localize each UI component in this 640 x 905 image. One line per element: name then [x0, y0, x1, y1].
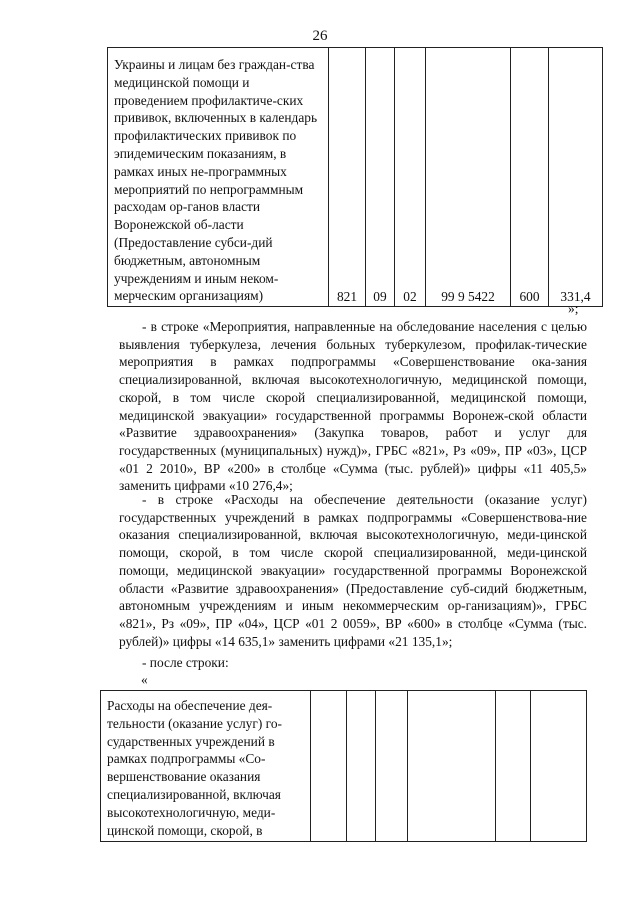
vr-cell — [496, 691, 531, 842]
table-row — [108, 48, 603, 307]
amendment-paragraph-1 — [119, 318, 587, 495]
csr-cell — [408, 691, 496, 842]
grbs-cell: 821 — [329, 48, 366, 307]
row-description: Расходы на обеспечение дея-тельности (оказание услуг) го-сударственных учреждений в рамках подпрограммы «Со-вершенствование оказания специализированной, включая высокотехнологичную, меди-цинской помощи, скорой, в — [101, 691, 311, 842]
budget-table-top — [107, 47, 603, 307]
csr-cell: 99 9 5422 — [426, 48, 511, 307]
opening-quote: « — [141, 672, 148, 687]
pr-cell — [376, 691, 408, 842]
page-number: 26 — [312, 28, 328, 44]
paragraph-text: - после строки: — [142, 655, 229, 670]
paragraph-text: - в строке «Мероприятия, направленные на обследование населения с целью выявления туберкулеза, лечения больных туберкулезом, профилак-тические мероприятия в рамках подпрограммы «Совершенствование ока-зания специализированной, включая высокотехнологичную, медицинской помощи, скорой, в том числе скорой специализированной, медицинской помощи, медицинской эвакуации» государственной программы Воронеж-ской области «Развитие здравоохранения» (Закупка товаров, работ и услуг для государственных (муниципальных) нужд)», ГРБС «821», Рз «09», ПР «03», ЦСР «01 2 2010», ВР «200» в столбце «Сумма (тыс. рублей)» цифры «11 405,5» заменить цифрами «10 276,4»; — [119, 319, 587, 494]
grbs-cell — [311, 691, 347, 842]
page-bottom-edge — [0, 884, 640, 905]
paragraph-text: - в строке «Расходы на обеспечение деятельности (оказание услуг) государственных учреждений в рамках подпрограммы «Совершенствова-ние оказания специализированной, включая высокотехнологичную, меди-цинской помощи, скорой, в том числе скорой специализированной, меди-цинской помощи, медицинской эвакуации» государственной программы Воронежской области «Развитие здравоохранения» (Предоставление суб-сидий бюджетным, автономным учреждениям и иным некоммерческим ор-ганизациям)», ГРБС «821», Рз «09», ПР «04», ЦСР «01 2 0059», ВР «600» в столбце «Сумма (тыс. рублей)» цифры «14 635,1» заменить цифрами «21 135,1»; — [119, 492, 587, 649]
rz-cell — [347, 691, 376, 842]
table-row — [101, 691, 587, 842]
sum-cell — [531, 691, 587, 842]
budget-table-bottom — [100, 690, 587, 842]
sum-cell: 331,4 — [549, 48, 603, 307]
closing-quote: »; — [568, 301, 579, 316]
amendment-paragraph-3 — [119, 654, 587, 672]
amendment-paragraph-2 — [119, 491, 587, 650]
pr-cell: 02 — [395, 48, 426, 307]
rz-cell: 09 — [366, 48, 395, 307]
vr-cell: 600 — [511, 48, 549, 307]
row-description: Украины и лицам без граждан-ства медицинской помощи и проведением профилактиче-ских прививок, включенных в календарь профилактических прививок по эпидемическим показаниям, в рамках иных не-программных мероприятий по непрограммным расходам ор-ганов власти Воронежской об-ласти (Предоставление субси-дий бюджетным, автономным учреждениям и иным неком-мерческим организациям) — [108, 48, 329, 307]
